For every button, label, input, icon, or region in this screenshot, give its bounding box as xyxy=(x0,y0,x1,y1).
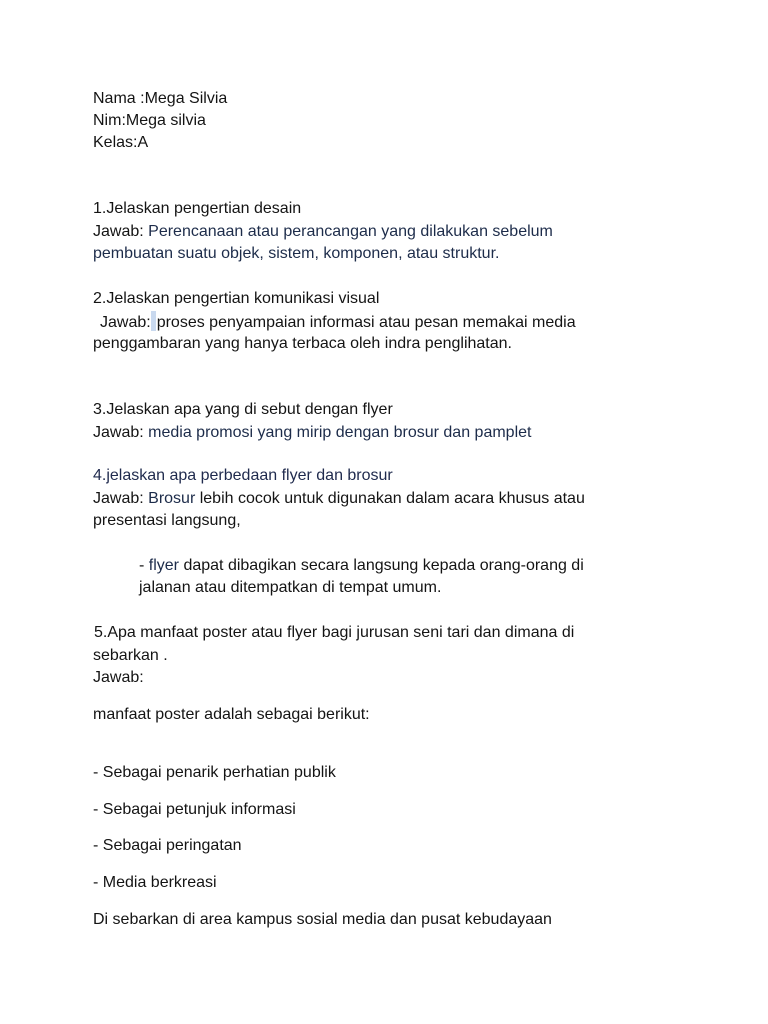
answer-5-jawab: Jawab: xyxy=(93,669,144,686)
answer-1-line-1 xyxy=(93,221,553,243)
header-nim: Nim:Mega silvia xyxy=(93,112,206,129)
question-5-line-1: 5.Apa manfaat poster atau flyer bagi jurusan seni tari dan dimana di xyxy=(94,624,575,641)
question-2: 2.Jelaskan pengertian komunikasi visual xyxy=(93,290,380,307)
bullet-item: - Media berkreasi xyxy=(93,874,217,891)
jawab-label: Jawab: xyxy=(93,424,149,441)
brosur-word: Brosur xyxy=(148,490,196,507)
flyer-point-line-1 xyxy=(139,555,584,577)
answer-3 xyxy=(93,422,531,444)
dash: - xyxy=(139,557,149,574)
answer-text: media promosi yang mirip dengan brosur dan pamplet xyxy=(148,424,532,441)
header-nama: Nama :Mega Silvia xyxy=(93,90,228,107)
answer-5-closing: Di sebarkan di area kampus sosial media dan pusat kebudayaan xyxy=(93,911,552,928)
flyer-point-line-2: jalanan atau ditempatkan di tempat umum. xyxy=(139,579,442,596)
question-4: 4.jelaskan apa perbedaan flyer dan brosur xyxy=(93,467,393,484)
text-cursor xyxy=(151,311,156,331)
jawab-label: Jawab: xyxy=(93,223,149,240)
answer-text: dapat dibagikan secara langsung kepada orang-orang di xyxy=(179,557,584,574)
bullet-item: - Sebagai petunjuk informasi xyxy=(93,801,296,818)
answer-text: proses penyampaian informasi atau pesan memakai media xyxy=(156,314,576,331)
flyer-word: flyer xyxy=(148,557,180,574)
answer-2-line-2: penggambaran yang hanya terbaca oleh indra penglihatan. xyxy=(93,335,512,352)
bullet-item: - Sebagai penarik perhatian publik xyxy=(93,764,336,781)
answer-5-intro: manfaat poster adalah sebagai berikut: xyxy=(93,706,370,723)
question-3: 3.Jelaskan apa yang di sebut dengan flyer xyxy=(93,401,393,418)
bullet-item: - Sebagai peringatan xyxy=(93,837,242,854)
header-kelas: Kelas:A xyxy=(93,134,149,151)
question-5-line-2: sebarkan . xyxy=(93,647,168,664)
answer-text: Perencanaan atau perancangan yang dilakukan sebelum xyxy=(148,223,553,240)
answer-1-line-2: pembuatan suatu objek, sistem, komponen, atau struktur. xyxy=(93,245,500,262)
answer-4-line-1 xyxy=(93,488,585,510)
answer-2-line-1 xyxy=(100,311,576,334)
answer-4-line-2: presentasi langsung, xyxy=(93,512,241,529)
answer-text: lebih cocok untuk digunakan dalam acara khusus atau xyxy=(195,490,585,507)
jawab-label: Jawab: xyxy=(100,314,151,331)
question-1: 1.Jelaskan pengertian desain xyxy=(93,200,302,217)
jawab-label: Jawab: xyxy=(93,490,149,507)
